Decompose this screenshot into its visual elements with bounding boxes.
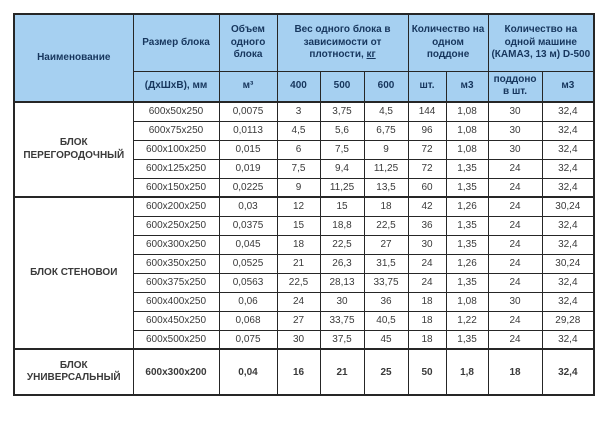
table-cell: 7,5 [277, 159, 320, 178]
table-cell: 0,03 [219, 197, 277, 216]
table-cell: 72 [408, 140, 446, 159]
table-cell: 24 [488, 273, 542, 292]
table-cell: 50 [408, 349, 446, 395]
table-cell: 18 [488, 349, 542, 395]
table-cell: 27 [364, 235, 408, 254]
table-cell: 30,24 [542, 197, 594, 216]
table-cell: 0,019 [219, 159, 277, 178]
table-cell: 15 [320, 197, 364, 216]
table-cell: 24 [488, 311, 542, 330]
table-cell: 0,075 [219, 330, 277, 349]
table-cell: 26,3 [320, 254, 364, 273]
table-cell: 24 [488, 197, 542, 216]
table-cell: 0,0225 [219, 178, 277, 197]
header-weight-unit: кг [366, 49, 376, 60]
table-cell: 32,4 [542, 292, 594, 311]
table-cell: 24 [408, 254, 446, 273]
table-row [14, 197, 594, 216]
table-cell: 60 [408, 178, 446, 197]
table-cell: 31,5 [364, 254, 408, 273]
table-row [14, 349, 594, 395]
table-cell: 96 [408, 121, 446, 140]
table-cell: 33,75 [364, 273, 408, 292]
group-name-cell: БЛОК ПЕРЕГОРОДОЧНЫЙ [14, 102, 133, 197]
table-cell: 40,5 [364, 311, 408, 330]
table-cell: 36 [364, 292, 408, 311]
table-cell: 3,75 [320, 102, 364, 121]
table-cell: 9,4 [320, 159, 364, 178]
table-cell: 32,4 [542, 273, 594, 292]
table-cell: 22,5 [320, 235, 364, 254]
table-cell: 24 [488, 178, 542, 197]
table-cell: 25 [364, 349, 408, 395]
table-cell: 32,4 [542, 178, 594, 197]
header-size-sub: (ДхШхВ), мм [133, 71, 219, 102]
table-cell: 1,08 [446, 102, 488, 121]
table-cell: 30 [408, 235, 446, 254]
table-cell: 600х150х250 [133, 178, 219, 197]
table-cell: 4,5 [277, 121, 320, 140]
header-row-main [14, 14, 594, 71]
header-volume-sub: м³ [219, 71, 277, 102]
table-cell: 30,24 [542, 254, 594, 273]
table-cell: 600х200х250 [133, 197, 219, 216]
table-cell: 32,4 [542, 121, 594, 140]
table-cell: 600х450х250 [133, 311, 219, 330]
table-cell: 1,35 [446, 178, 488, 197]
table-cell: 1,35 [446, 235, 488, 254]
header-truck-m3: м3 [542, 71, 594, 102]
table-cell: 144 [408, 102, 446, 121]
table-cell: 1,35 [446, 273, 488, 292]
table-cell: 1,8 [446, 349, 488, 395]
table-cell: 33,75 [320, 311, 364, 330]
table-cell: 4,5 [364, 102, 408, 121]
table-cell: 72 [408, 159, 446, 178]
table-cell: 0,068 [219, 311, 277, 330]
table-body [14, 102, 594, 395]
table-cell: 0,06 [219, 292, 277, 311]
table-cell: 30 [488, 121, 542, 140]
table-cell: 18,8 [320, 216, 364, 235]
table-cell: 1,26 [446, 254, 488, 273]
table-cell: 30 [277, 330, 320, 349]
header-weight-label: Вес одного блока в зависимости от плотности, [294, 24, 391, 60]
header-pallet-pcs: шт. [408, 71, 446, 102]
table-cell: 30 [488, 102, 542, 121]
table-cell: 6,75 [364, 121, 408, 140]
group-name-cell: БЛОК УНИВЕРСАЛЬНЫЙ [14, 349, 133, 395]
table-cell: 37,5 [320, 330, 364, 349]
table-cell: 24 [408, 273, 446, 292]
table-cell: 0,0075 [219, 102, 277, 121]
table-cell: 600х300х200 [133, 349, 219, 395]
table-cell: 3 [277, 102, 320, 121]
header-density-600: 600 [364, 71, 408, 102]
table-cell: 0,015 [219, 140, 277, 159]
table-cell: 0,0113 [219, 121, 277, 140]
table-cell: 24 [488, 254, 542, 273]
header-name: Наименование [14, 14, 133, 102]
table-cell: 600х350х250 [133, 254, 219, 273]
table-cell: 600х100х250 [133, 140, 219, 159]
table-cell: 600х75х250 [133, 121, 219, 140]
table-cell: 13,5 [364, 178, 408, 197]
table-cell: 29,28 [542, 311, 594, 330]
table-cell: 21 [320, 349, 364, 395]
header-density-400: 400 [277, 71, 320, 102]
table-cell: 18 [408, 292, 446, 311]
table-cell: 11,25 [364, 159, 408, 178]
header-size: Размер блока [133, 14, 219, 71]
table-cell: 9 [364, 140, 408, 159]
table-cell: 22,5 [277, 273, 320, 292]
table-cell: 600х300х250 [133, 235, 219, 254]
header-truck: Количество на одной машине (КАМАЗ, 13 м) D-500 [488, 14, 594, 71]
table-cell: 1,35 [446, 159, 488, 178]
table-cell: 32,4 [542, 140, 594, 159]
table-cell: 600х500х250 [133, 330, 219, 349]
table-cell: 32,4 [542, 235, 594, 254]
table-cell: 24 [488, 159, 542, 178]
table-cell: 0,04 [219, 349, 277, 395]
table-cell: 1,08 [446, 292, 488, 311]
table-cell: 16 [277, 349, 320, 395]
table-cell: 600х125х250 [133, 159, 219, 178]
table-cell: 24 [488, 235, 542, 254]
table-cell: 18 [364, 197, 408, 216]
table-cell: 24 [277, 292, 320, 311]
table-cell: 30 [488, 140, 542, 159]
table-cell: 12 [277, 197, 320, 216]
header-volume: Объем одного блока [219, 14, 277, 71]
table-cell: 0,045 [219, 235, 277, 254]
table-cell: 1,22 [446, 311, 488, 330]
table-cell: 600х375х250 [133, 273, 219, 292]
table-cell: 9 [277, 178, 320, 197]
table-cell: 1,08 [446, 121, 488, 140]
header-pallet-m3: м3 [446, 71, 488, 102]
table-cell: 1,35 [446, 216, 488, 235]
table-cell: 30 [320, 292, 364, 311]
table-cell: 30 [488, 292, 542, 311]
table-cell: 32,4 [542, 349, 594, 395]
table-cell: 21 [277, 254, 320, 273]
table-row [14, 102, 594, 121]
table-cell: 5,6 [320, 121, 364, 140]
blocks-spec-table [13, 13, 595, 396]
table-cell: 27 [277, 311, 320, 330]
page [0, 13, 600, 427]
table-cell: 24 [488, 216, 542, 235]
table-cell: 0,0563 [219, 273, 277, 292]
group-name-cell: БЛОК СТЕНОВОИ [14, 197, 133, 349]
header-pallet: Количество на одном поддоне [408, 14, 488, 71]
table-cell: 22,5 [364, 216, 408, 235]
table-cell: 1,35 [446, 330, 488, 349]
table-cell: 600х400х250 [133, 292, 219, 311]
header-density-500: 500 [320, 71, 364, 102]
header-truck-pallets: поддонов шт. [488, 71, 542, 102]
table-cell: 0,0375 [219, 216, 277, 235]
table-cell: 18 [408, 330, 446, 349]
table-cell: 28,13 [320, 273, 364, 292]
table-cell: 18 [277, 235, 320, 254]
table-cell: 7,5 [320, 140, 364, 159]
table-cell: 32,4 [542, 216, 594, 235]
table-cell: 11,25 [320, 178, 364, 197]
table-cell: 45 [364, 330, 408, 349]
table-cell: 600х250х250 [133, 216, 219, 235]
table-cell: 15 [277, 216, 320, 235]
header-weight [277, 14, 408, 71]
table-cell: 600х50х250 [133, 102, 219, 121]
table-cell: 0,0525 [219, 254, 277, 273]
table-cell: 1,08 [446, 140, 488, 159]
table-cell: 32,4 [542, 330, 594, 349]
table-cell: 42 [408, 197, 446, 216]
table-cell: 32,4 [542, 102, 594, 121]
table-cell: 18 [408, 311, 446, 330]
table-cell: 32,4 [542, 159, 594, 178]
table-cell: 1,26 [446, 197, 488, 216]
table-cell: 6 [277, 140, 320, 159]
table-cell: 24 [488, 330, 542, 349]
table-cell: 36 [408, 216, 446, 235]
